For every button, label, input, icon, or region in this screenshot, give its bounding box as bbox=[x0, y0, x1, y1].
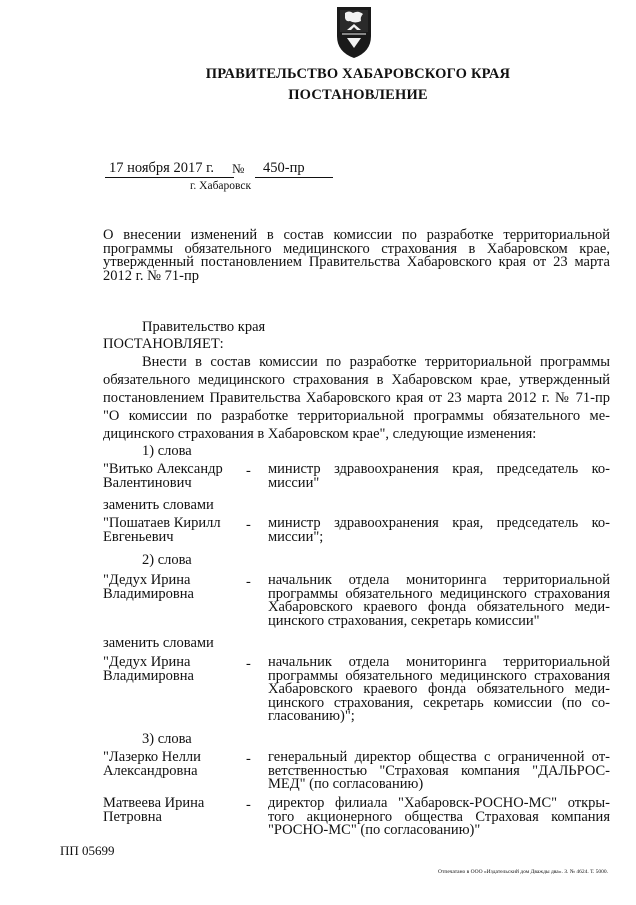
entry-name: "Витько Александр Валентинович bbox=[103, 461, 223, 491]
coat-of-arms-emblem bbox=[333, 4, 375, 60]
item-3-label: 3) слова bbox=[142, 731, 192, 747]
body-line: дицинского страхования в Хабаровском крае", следующие изменения: bbox=[103, 426, 537, 442]
document-code: ПП 05699 bbox=[60, 843, 115, 858]
preamble-decree: ПОСТАНОВЛЯЕТ: bbox=[103, 336, 224, 352]
entry-description: министр здравоохранения края, председатель ко- миссии"; bbox=[268, 515, 610, 545]
body-line: обязательного медицинского страхования в Хабаровском крае, утвержденный bbox=[103, 372, 610, 388]
entry-name: "Пошатаев Кирилл Евгеньевич bbox=[103, 515, 221, 545]
entry-name: "Дедух Ирина Владимировна bbox=[103, 654, 194, 684]
entry-description: министр здравоохранения края, председатель ко- миссии" bbox=[268, 461, 610, 491]
subject-line: 2012 г. № 71-пр bbox=[103, 267, 199, 284]
replace-label: заменить словами bbox=[103, 497, 214, 513]
city: г. Хабаровск bbox=[190, 180, 252, 192]
entry-dash: - bbox=[246, 797, 251, 813]
document-number: 450-пр bbox=[255, 160, 333, 178]
item-1-label: 1) слова bbox=[142, 443, 192, 459]
entry-dash: - bbox=[246, 751, 251, 767]
document-date: 17 ноября 2017 г. bbox=[105, 160, 234, 178]
entry-description: директор филиала "Хабаровск-РОСНО-МС" откры- того акционерного общества Страховая компания "РОСНО-МС" (по согласованию)" bbox=[268, 795, 610, 838]
entry-dash: - bbox=[246, 463, 251, 479]
entry-description: начальник отдела мониторинга территориальной программы обязательного медицинского страхования Хабаровского краевого фонда обязательного меди- цинского страхования, секретарь комиссии" bbox=[268, 572, 610, 629]
replace-label: заменить словами bbox=[103, 635, 214, 651]
document-subject bbox=[103, 229, 610, 283]
government-title: ПРАВИТЕЛЬСТВО ХАБАРОВСКОГО КРАЯ bbox=[205, 66, 511, 82]
number-sign: № bbox=[232, 161, 245, 176]
subject-line: программы обязательного медицинского страхования в Хабаровском крае, bbox=[103, 240, 610, 257]
entry-description: генеральный директор общества с ограниченной от- ветственностью "Страховая компания "ДАЛЬРОС- МЕД" (по согласованию) bbox=[268, 749, 610, 792]
entry-name: "Лазерко Нелли Александровна bbox=[103, 749, 201, 779]
item-2-label: 2) слова bbox=[142, 552, 192, 568]
entry-dash: - bbox=[246, 656, 251, 672]
entry-dash: - bbox=[246, 517, 251, 533]
body-line: Внести в состав комиссии по разработке территориальной программы bbox=[142, 354, 610, 370]
entry-name: "Дедух Ирина Владимировна bbox=[103, 572, 194, 602]
decree-body bbox=[103, 353, 610, 443]
entry-description: начальник отдела мониторинга территориальной программы обязательного медицинского страхования Хабаровского краевого фонда обязательного меди- цинского страхования, секретарь комиссии (по со- гласованию)"; bbox=[268, 654, 610, 724]
entry-dash: - bbox=[246, 574, 251, 590]
printer-imprint: Отпечатано в ООО «Издательский дом Дважды два». З. № 4624. Т. 5000. bbox=[438, 869, 609, 875]
entry-name: Матвеева Ирина Петровна bbox=[103, 795, 205, 825]
preamble-government: Правительство края bbox=[142, 319, 266, 335]
body-line: постановлением Правительства Хабаровского края от 23 марта 2012 г. № 71-пр bbox=[103, 390, 610, 406]
subject-line: утвержденный постановлением Правительства Хабаровского края от 23 марта bbox=[103, 254, 610, 270]
document-type: ПОСТАНОВЛЕНИЕ bbox=[288, 87, 428, 103]
body-line: "О комиссии по разработке территориальной программы обязательного ме- bbox=[103, 408, 610, 424]
subject-line: О внесении изменений в состав комиссии по разработке территориальной bbox=[103, 227, 610, 243]
